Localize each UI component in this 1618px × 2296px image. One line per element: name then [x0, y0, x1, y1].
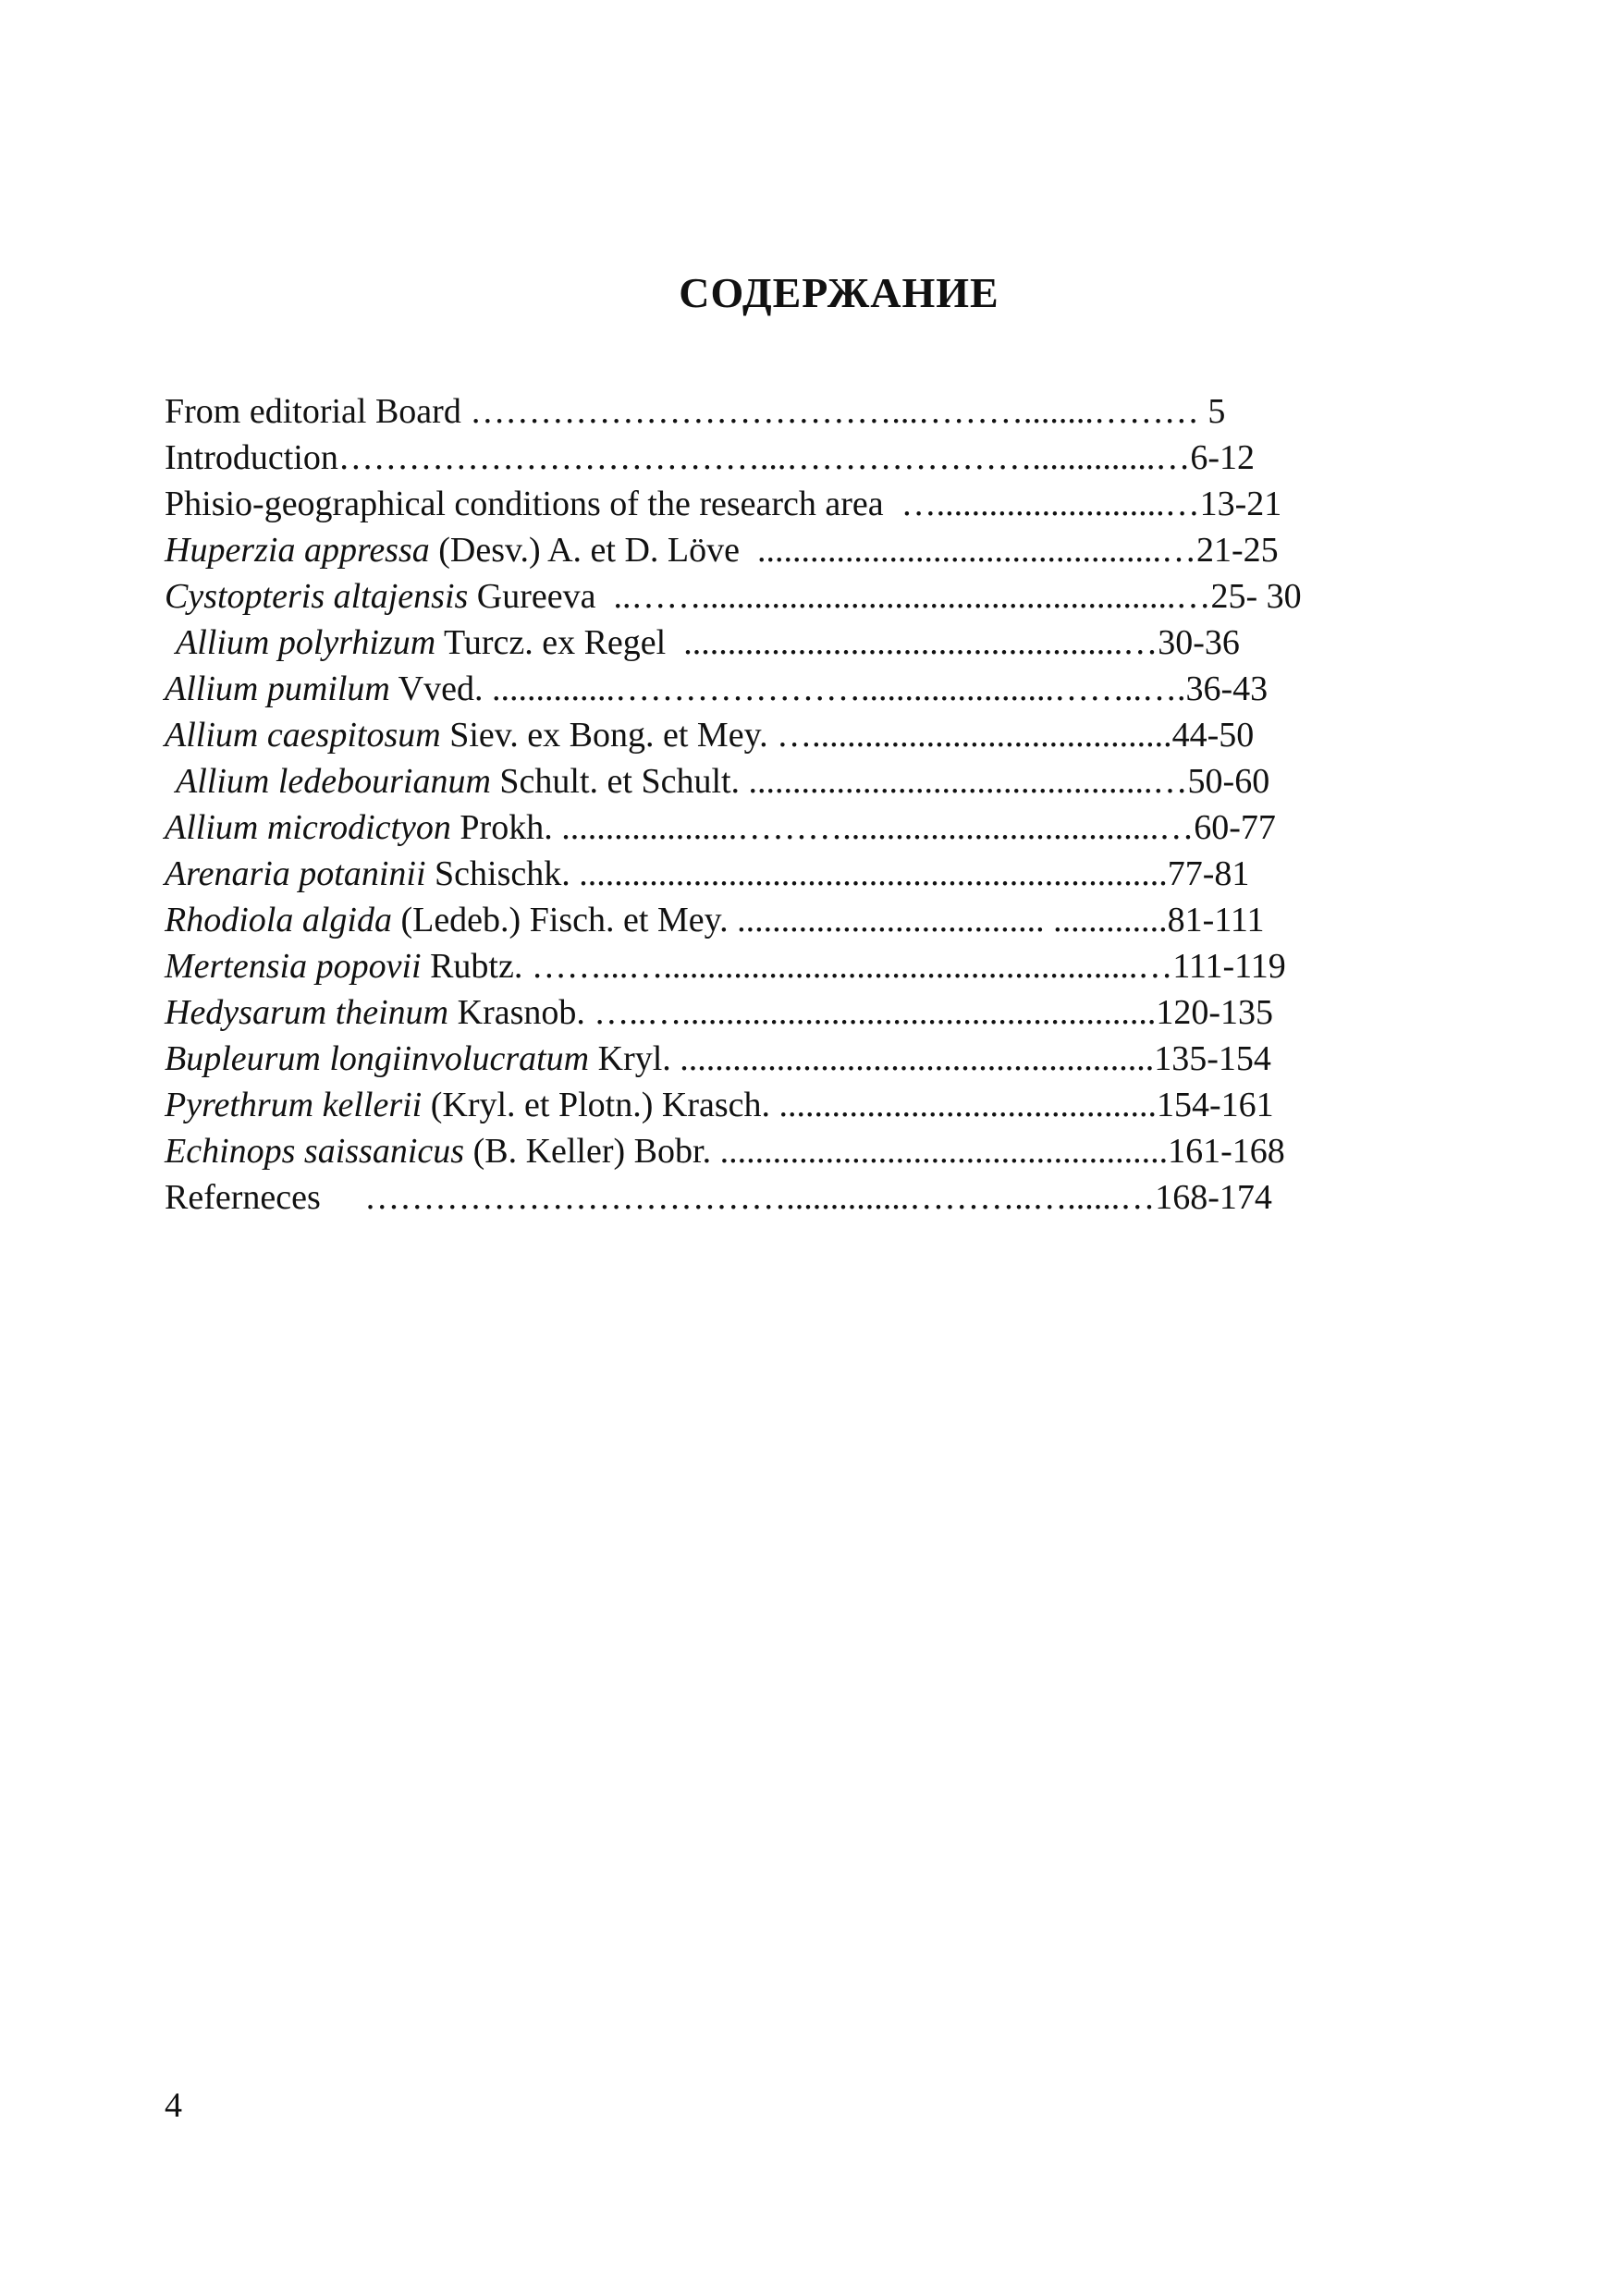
toc-entry	[165, 758, 1459, 804]
entry-text: (Kryl. et Plotn.) Krasch. ...........................................154-161	[422, 1086, 1274, 1124]
species-name: Allium ledebourianum	[176, 762, 491, 801]
toc-entry	[165, 851, 1459, 897]
entry-text: Prokh. ....................………....................................…60-77	[450, 808, 1276, 847]
entry-text: Schult. et Schult. ..............................................…50-60	[490, 762, 1270, 801]
species-name: Hedysarum theinum	[165, 993, 449, 1032]
species-name: Mertensia popovii	[165, 947, 422, 986]
toc-entry	[165, 1082, 1459, 1128]
entry-text: Gureeva ..……......................................................…25- 30	[468, 577, 1302, 616]
toc-entry	[165, 989, 1459, 1036]
page-title: СОДЕРЖАНИЕ	[679, 269, 999, 316]
toc-entry	[165, 1128, 1459, 1174]
toc-entry	[165, 388, 1459, 435]
species-name: Rhodiola algida	[165, 901, 392, 939]
entry-text: Turcz. ex Regel ..................................................…30-36	[435, 623, 1240, 662]
entry-text: (B. Keller) Bobr. ...................................................161-168	[464, 1132, 1285, 1171]
species-name: Allium polyrhizum	[176, 623, 436, 662]
entry-text: Phisio-geographical conditions of the research area …..........................…13-21	[165, 485, 1282, 523]
entry-text: Schischk. ...................................................................77-81	[425, 854, 1250, 893]
toc-entry	[165, 712, 1459, 758]
toc-entry	[165, 804, 1459, 851]
toc-entry	[165, 435, 1459, 481]
entry-text: Rubtz. ……...…......................................................…111-119	[421, 947, 1286, 986]
entry-text: Krasnob. …..…......................................................120-135	[448, 993, 1274, 1032]
entry-text: Kryl. ......................................................135-154	[589, 1039, 1271, 1078]
toc-entry	[165, 666, 1459, 712]
entry-text: (Desv.) A. et D. Löve ..............................................…21-25	[429, 531, 1279, 570]
toc-entry	[165, 620, 1459, 666]
entry-text: Referneces ………………………………..............………..…......…168-174	[165, 1178, 1272, 1217]
species-name: Echinops saissanicus	[165, 1132, 465, 1171]
toc-entry	[165, 1174, 1459, 1221]
toc-entry	[165, 897, 1459, 943]
entry-text: Introduction………………………………...…………………..............…6-12	[165, 438, 1256, 477]
toc-entry	[165, 573, 1459, 620]
species-name: Huperzia appressa	[165, 531, 430, 570]
toc-entry	[165, 481, 1459, 527]
entry-text: Siev. ex Bong. et Mey. ….........................................44-50	[440, 716, 1255, 755]
toc-entry	[165, 1036, 1459, 1082]
toc-entry	[165, 527, 1459, 573]
species-name: Bupleurum longiinvolucratum	[165, 1039, 590, 1078]
table-of-contents	[165, 388, 1459, 1221]
page-number: 4	[165, 2086, 182, 2125]
species-name: Arenaria potaninii	[165, 854, 426, 893]
species-name: Cystopteris altajensis	[165, 577, 469, 616]
entry-text: From editorial Board ………………………………...………........……… 5	[165, 392, 1226, 431]
entry-text: (Ledeb.) Fisch. et Mey. ................................... .............81-111	[391, 901, 1265, 939]
species-name: Allium caespitosum	[165, 716, 441, 755]
species-name: Allium pumilum	[165, 669, 390, 708]
entry-text: Vved. ..............…………………......................……..….36-43	[389, 669, 1269, 708]
species-name: Pyrethrum kellerii	[165, 1086, 423, 1124]
species-name: Allium microdictyon	[165, 808, 451, 847]
toc-entry	[165, 943, 1459, 989]
